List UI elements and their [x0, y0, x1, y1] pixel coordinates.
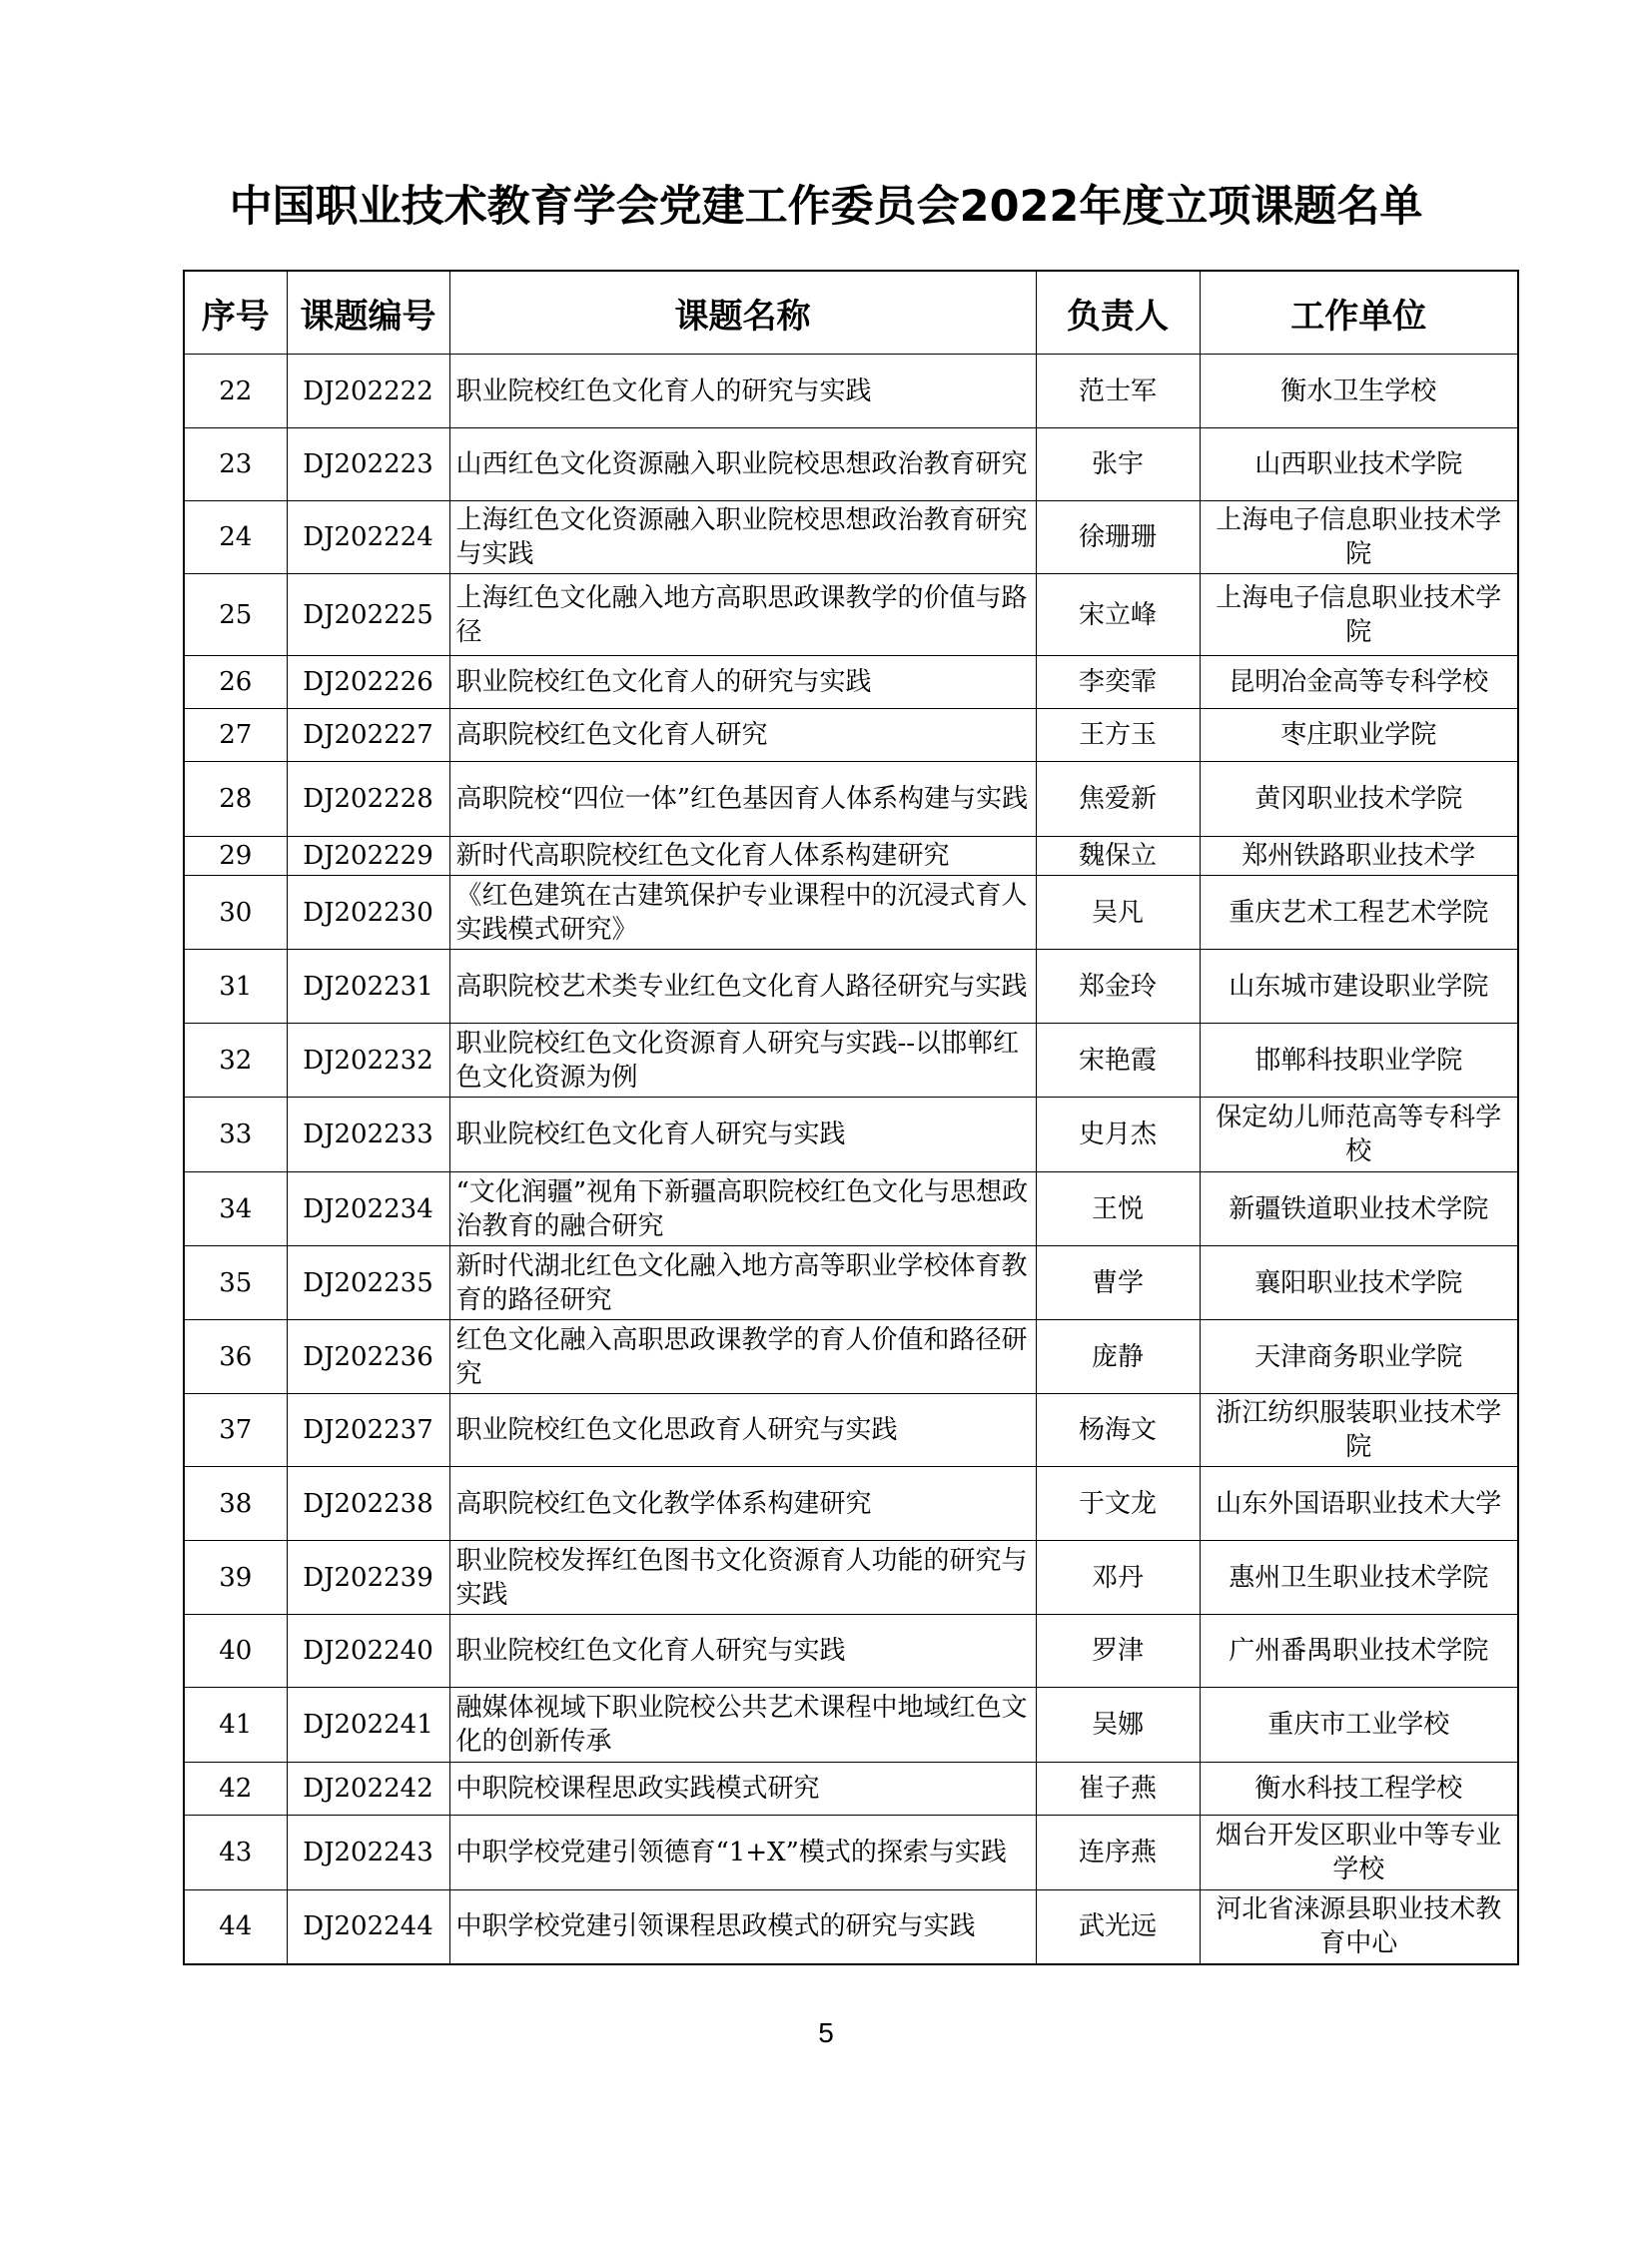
row-number: 44 — [184, 1890, 287, 1964]
table-row — [184, 1615, 1518, 1688]
work-unit: 烟台开发区职业中等专业学校 — [1200, 1816, 1518, 1890]
project-table — [183, 270, 1519, 1965]
work-unit: 山西职业技术学院 — [1200, 428, 1518, 501]
project-leader: 王方玉 — [1036, 709, 1200, 762]
project-code: DJ202238 — [287, 1467, 449, 1541]
project-name: 职业院校红色文化育人研究与实践 — [449, 1098, 1036, 1172]
project-code: DJ202244 — [287, 1890, 449, 1964]
work-unit: 昆明冶金高等专科学校 — [1200, 656, 1518, 709]
work-unit: 天津商务职业学院 — [1200, 1320, 1518, 1394]
project-name: 职业院校红色文化资源育人研究与实践--以邯郸红色文化资源为例 — [449, 1024, 1036, 1098]
work-unit: 山东城市建设职业学院 — [1200, 950, 1518, 1024]
table-row — [184, 1763, 1518, 1816]
project-code: DJ202223 — [287, 428, 449, 501]
project-name: 高职院校红色文化教学体系构建研究 — [449, 1467, 1036, 1541]
table-row — [184, 1394, 1518, 1467]
project-code: DJ202222 — [287, 355, 449, 428]
project-leader: 徐珊珊 — [1036, 501, 1200, 574]
project-name: 融媒体视域下职业院校公共艺术课程中地域红色文化的创新传承 — [449, 1688, 1036, 1763]
table-row — [184, 501, 1518, 574]
work-unit: 郑州铁路职业技术学 — [1200, 837, 1518, 876]
project-code: DJ202226 — [287, 656, 449, 709]
project-code: DJ202240 — [287, 1615, 449, 1688]
work-unit: 重庆市工业学校 — [1200, 1688, 1518, 1763]
work-unit: 上海电子信息职业技术学院 — [1200, 574, 1518, 656]
project-name: 高职院校“四位一体”红色基因育人体系构建与实践 — [449, 762, 1036, 837]
table-row — [184, 1098, 1518, 1172]
project-leader: 连序燕 — [1036, 1816, 1200, 1890]
project-leader: 庞静 — [1036, 1320, 1200, 1394]
project-code: DJ202233 — [287, 1098, 449, 1172]
project-code: DJ202241 — [287, 1688, 449, 1763]
project-leader: 范士军 — [1036, 355, 1200, 428]
project-name: 职业院校发挥红色图书文化资源育人功能的研究与实践 — [449, 1541, 1036, 1615]
row-number: 41 — [184, 1688, 287, 1763]
header-no: 序号 — [184, 271, 287, 355]
row-number: 29 — [184, 837, 287, 876]
row-number: 32 — [184, 1024, 287, 1098]
row-number: 38 — [184, 1467, 287, 1541]
project-leader: 邓丹 — [1036, 1541, 1200, 1615]
project-name: 上海红色文化融入地方高职思政课教学的价值与路径 — [449, 574, 1036, 656]
row-number: 25 — [184, 574, 287, 656]
project-leader: 王悦 — [1036, 1172, 1200, 1246]
table-row — [184, 1246, 1518, 1320]
project-leader: 宋立峰 — [1036, 574, 1200, 656]
project-name: “文化润疆”视角下新疆高职院校红色文化与思想政治教育的融合研究 — [449, 1172, 1036, 1246]
project-leader: 张宇 — [1036, 428, 1200, 501]
row-number: 36 — [184, 1320, 287, 1394]
work-unit: 黄冈职业技术学院 — [1200, 762, 1518, 837]
project-leader: 宋艳霞 — [1036, 1024, 1200, 1098]
project-leader: 吴凡 — [1036, 876, 1200, 950]
table-row — [184, 837, 1518, 876]
project-name: 职业院校红色文化思政育人研究与实践 — [449, 1394, 1036, 1467]
row-number: 30 — [184, 876, 287, 950]
project-code: DJ202239 — [287, 1541, 449, 1615]
table-row — [184, 1688, 1518, 1763]
project-leader: 武光远 — [1036, 1890, 1200, 1964]
project-code: DJ202231 — [287, 950, 449, 1024]
header-name: 课题名称 — [449, 271, 1036, 355]
project-code: DJ202228 — [287, 762, 449, 837]
row-number: 27 — [184, 709, 287, 762]
work-unit: 山东外国语职业技术大学 — [1200, 1467, 1518, 1541]
project-code: DJ202224 — [287, 501, 449, 574]
table-row — [184, 355, 1518, 428]
project-leader: 崔子燕 — [1036, 1763, 1200, 1816]
row-number: 37 — [184, 1394, 287, 1467]
work-unit: 衡水卫生学校 — [1200, 355, 1518, 428]
work-unit: 保定幼儿师范高等专科学校 — [1200, 1098, 1518, 1172]
header-unit: 工作单位 — [1200, 271, 1518, 355]
work-unit: 惠州卫生职业技术学院 — [1200, 1541, 1518, 1615]
page-title: 中国职业技术教育学会党建工作委员会2022年度立项课题名单 — [229, 182, 1423, 232]
project-code: DJ202236 — [287, 1320, 449, 1394]
work-unit: 浙江纺织服装职业技术学院 — [1200, 1394, 1518, 1467]
row-number: 24 — [184, 501, 287, 574]
row-number: 33 — [184, 1098, 287, 1172]
row-number: 34 — [184, 1172, 287, 1246]
table-row — [184, 950, 1518, 1024]
table-header-row — [184, 271, 1518, 355]
project-name: 职业院校红色文化育人研究与实践 — [449, 1615, 1036, 1688]
project-code: DJ202234 — [287, 1172, 449, 1246]
work-unit: 邯郸科技职业学院 — [1200, 1024, 1518, 1098]
table-body — [184, 355, 1518, 1964]
project-name: 职业院校红色文化育人的研究与实践 — [449, 656, 1036, 709]
project-leader: 罗津 — [1036, 1615, 1200, 1688]
project-leader: 魏保立 — [1036, 837, 1200, 876]
project-name: 中职学校党建引领德育“1+X”模式的探索与实践 — [449, 1816, 1036, 1890]
work-unit: 新疆铁道职业技术学院 — [1200, 1172, 1518, 1246]
row-number: 43 — [184, 1816, 287, 1890]
table-row — [184, 1467, 1518, 1541]
project-name: 高职院校红色文化育人研究 — [449, 709, 1036, 762]
table-row — [184, 762, 1518, 837]
table-row — [184, 1320, 1518, 1394]
table-row — [184, 1541, 1518, 1615]
table-row — [184, 1890, 1518, 1964]
project-code: DJ202237 — [287, 1394, 449, 1467]
row-number: 42 — [184, 1763, 287, 1816]
project-leader: 郑金玲 — [1036, 950, 1200, 1024]
row-number: 23 — [184, 428, 287, 501]
project-code: DJ202230 — [287, 876, 449, 950]
table-row — [184, 1024, 1518, 1098]
project-name: 山西红色文化资源融入职业院校思想政治教育研究 — [449, 428, 1036, 501]
project-name: 上海红色文化资源融入职业院校思想政治教育研究与实践 — [449, 501, 1036, 574]
project-name: 中职院校课程思政实践模式研究 — [449, 1763, 1036, 1816]
row-number: 26 — [184, 656, 287, 709]
project-code: DJ202227 — [287, 709, 449, 762]
table-row — [184, 876, 1518, 950]
project-code: DJ202243 — [287, 1816, 449, 1890]
header-leader: 负责人 — [1036, 271, 1200, 355]
project-name: 新时代湖北红色文化融入地方高等职业学校体育教育的路径研究 — [449, 1246, 1036, 1320]
row-number: 40 — [184, 1615, 287, 1688]
project-name: 新时代高职院校红色文化育人体系构建研究 — [449, 837, 1036, 876]
work-unit: 重庆艺术工程艺术学院 — [1200, 876, 1518, 950]
project-name: 中职学校党建引领课程思政模式的研究与实践 — [449, 1890, 1036, 1964]
table-row — [184, 574, 1518, 656]
table-row — [184, 656, 1518, 709]
work-unit: 枣庄职业学院 — [1200, 709, 1518, 762]
page-number: 5 — [818, 2017, 834, 2048]
project-leader: 曹学 — [1036, 1246, 1200, 1320]
work-unit: 河北省涞源县职业技术教育中心 — [1200, 1890, 1518, 1964]
project-name: 《红色建筑在古建筑保护专业课程中的沉浸式育人实践模式研究》 — [449, 876, 1036, 950]
project-name: 红色文化融入高职思政课教学的育人价值和路径研究 — [449, 1320, 1036, 1394]
project-leader: 吴娜 — [1036, 1688, 1200, 1763]
row-number: 28 — [184, 762, 287, 837]
table-row — [184, 1172, 1518, 1246]
table-row — [184, 709, 1518, 762]
work-unit: 广州番禺职业技术学院 — [1200, 1615, 1518, 1688]
project-code: DJ202225 — [287, 574, 449, 656]
work-unit: 襄阳职业技术学院 — [1200, 1246, 1518, 1320]
row-number: 35 — [184, 1246, 287, 1320]
project-leader: 杨海文 — [1036, 1394, 1200, 1467]
project-name: 高职院校艺术类专业红色文化育人路径研究与实践 — [449, 950, 1036, 1024]
project-name: 职业院校红色文化育人的研究与实践 — [449, 355, 1036, 428]
project-code: DJ202235 — [287, 1246, 449, 1320]
row-number: 31 — [184, 950, 287, 1024]
project-code: DJ202242 — [287, 1763, 449, 1816]
header-code: 课题编号 — [287, 271, 449, 355]
project-code: DJ202229 — [287, 837, 449, 876]
row-number: 22 — [184, 355, 287, 428]
project-code: DJ202232 — [287, 1024, 449, 1098]
project-leader: 史月杰 — [1036, 1098, 1200, 1172]
project-leader: 李奕霏 — [1036, 656, 1200, 709]
work-unit: 上海电子信息职业技术学院 — [1200, 501, 1518, 574]
project-leader: 于文龙 — [1036, 1467, 1200, 1541]
table-row — [184, 1816, 1518, 1890]
row-number: 39 — [184, 1541, 287, 1615]
project-leader: 焦爱新 — [1036, 762, 1200, 837]
work-unit: 衡水科技工程学校 — [1200, 1763, 1518, 1816]
table-row — [184, 428, 1518, 501]
